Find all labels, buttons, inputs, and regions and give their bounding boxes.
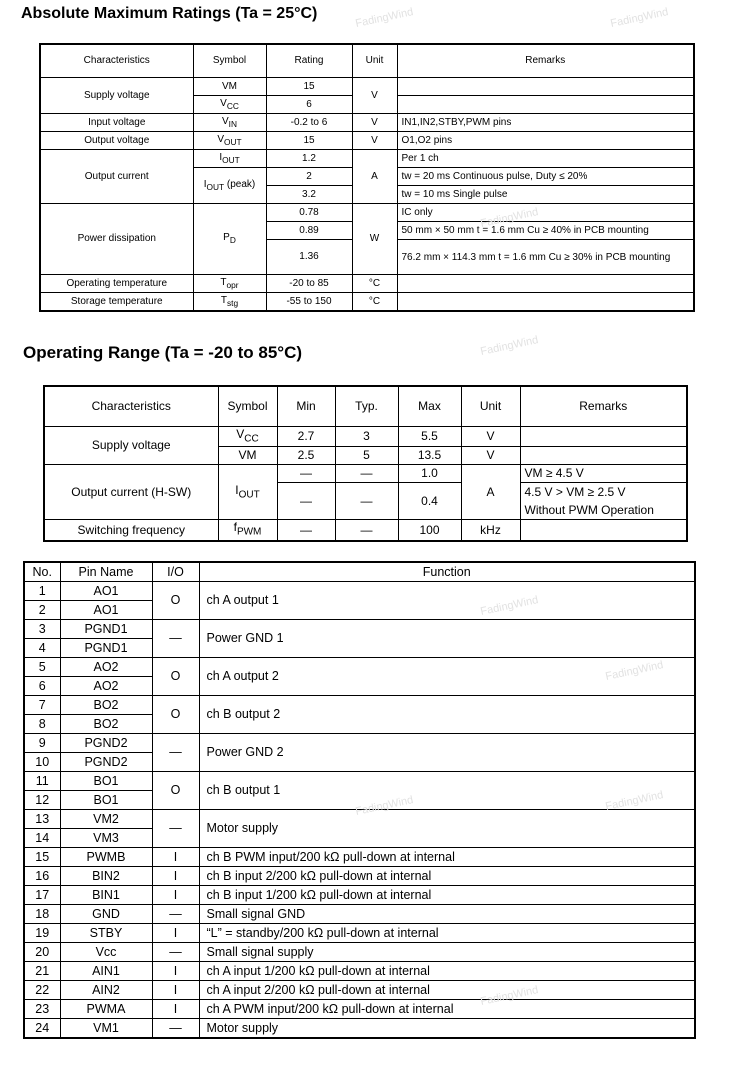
pin-function: ch A output 1 [199,582,695,620]
pin-io: O [152,582,199,620]
pin-io: I [152,981,199,1000]
table-row [40,275,694,293]
unit-cell: A [461,465,520,520]
pin-name: PWMA [60,1000,152,1019]
pin-io: I [152,886,199,905]
unit-cell: kHz [461,520,520,541]
max-cell: 1.0 [398,465,461,483]
watermark: FadingWind [354,794,415,818]
table-row [40,204,694,222]
table-row [24,886,695,905]
typ-cell: 5 [335,447,398,465]
unit-cell: °C [352,275,397,293]
rating-cell: 6 [266,96,352,114]
pin-no: 14 [24,829,60,848]
unit-cell: °C [352,293,397,312]
table-row [44,427,687,447]
symbol-cell: $P_D$ [193,204,266,275]
remark-cell [397,96,694,114]
symbol-cell: $V_{CC}$ [218,427,277,447]
pin-io: — [152,905,199,924]
table-row [40,78,694,96]
unit-cell: V [352,114,397,132]
unit-cell: V [352,132,397,150]
symbol-cell: $f_{PWM}$ [218,520,277,541]
remark-cell: Per 1 ch [397,150,694,168]
pin-no: 3 [24,620,60,639]
pin-name: Vcc [60,943,152,962]
remark-cell [520,427,687,447]
pin-function: ch A PWM input/200 kΩ pull-down at internal [199,1000,695,1019]
col-rating: Rating [266,44,352,78]
remark-cell [520,520,687,541]
unit-cell: W [352,204,397,275]
min-cell: 2.5 [277,447,335,465]
table-row [24,848,695,867]
rating-cell: 15 [266,132,352,150]
characteristic-label: Operating temperature [40,275,193,293]
pin-io: I [152,848,199,867]
remark-cell: O1,O2 pins [397,132,694,150]
pin-no: 11 [24,772,60,791]
unit-cell: V [461,447,520,465]
symbol-cell: $V_{IN}$ [193,114,266,132]
characteristic-label: Input voltage [40,114,193,132]
table-row [24,962,695,981]
pin-function: ch B input 2/200 kΩ pull-down at internal [199,867,695,886]
pin-function: ch B output 2 [199,696,695,734]
pin-io: O [152,658,199,696]
col-unit: Unit [461,386,520,427]
remark-cell [520,447,687,465]
pin-no: 10 [24,753,60,772]
min-cell: — [277,483,335,520]
symbol-cell: $V_{OUT}$ [193,132,266,150]
watermark: FadingWind [604,789,665,813]
unit-cell: A [352,150,397,204]
pin-io: I [152,924,199,943]
table-row [24,810,695,829]
rating-cell: 2 [266,168,352,186]
pin-name: STBY [60,924,152,943]
table-row [24,943,695,962]
table-row [24,582,695,601]
rating-cell: 0.89 [266,222,352,240]
pin-name: PGND2 [60,753,152,772]
pin-no: 18 [24,905,60,924]
symbol-cell: $T_{opr}$ [193,275,266,293]
max-cell: 5.5 [398,427,461,447]
pin-name: BO2 [60,715,152,734]
table-row [44,465,687,483]
operating-range-title: Operating Range (Ta = -20 to 85°C) [23,343,303,362]
table-row [24,734,695,753]
table-row [40,293,694,312]
table-row [24,905,695,924]
symbol-cell: $I_{OUT}$ [218,465,277,520]
table-row [44,520,687,541]
characteristic-label: Supply voltage [44,427,218,465]
symbol-cell: $V_{CC}$ [193,96,266,114]
table-header-row [40,44,694,78]
pin-function: Power GND 1 [199,620,695,658]
pin-function: ch A input 2/200 kΩ pull-down at internal [199,981,695,1000]
pin-function: Motor supply [199,810,695,848]
pin-function: ch B input 1/200 kΩ pull-down at internal [199,886,695,905]
pin-io: I [152,867,199,886]
table-row [40,132,694,150]
typ-cell: — [335,483,398,520]
pin-io: O [152,772,199,810]
col-max: Max [398,386,461,427]
pin-no: 16 [24,867,60,886]
rating-cell: 1.36 [266,240,352,275]
watermark: FadingWind [354,6,415,30]
characteristic-label: Output current [40,150,193,204]
pin-name: AO1 [60,601,152,620]
pin-no: 24 [24,1019,60,1039]
rating-cell: -20 to 85 [266,275,352,293]
table-row [24,1000,695,1019]
table-header-row [44,386,687,427]
pin-name: PWMB [60,848,152,867]
watermark: FadingWind [479,594,540,618]
pin-io: I [152,962,199,981]
pin-no: 15 [24,848,60,867]
remark-cell: tw = 10 ms Single pulse [397,186,694,204]
abs-ratings-title: Absolute Maximum Ratings (Ta = 25°C) [21,5,318,22]
pin-name: VM3 [60,829,152,848]
pin-name: AIN2 [60,981,152,1000]
pin-no: 6 [24,677,60,696]
pin-no: 20 [24,943,60,962]
table-row [24,772,695,791]
min-cell: — [277,520,335,541]
characteristic-label: Switching frequency [44,520,218,541]
typ-cell: 3 [335,427,398,447]
table-row [24,867,695,886]
watermark: FadingWind [479,334,540,358]
pin-no: 4 [24,639,60,658]
pin-name: BIN1 [60,886,152,905]
table-row [24,620,695,639]
pin-name: BIN2 [60,867,152,886]
pin-name: AO2 [60,677,152,696]
pin-function: ch A input 1/200 kΩ pull-down at internal [199,962,695,981]
symbol-cell: $T_{stg}$ [193,293,266,312]
table-row [24,658,695,677]
characteristic-label: Power dissipation [40,204,193,275]
pin-no: 17 [24,886,60,905]
symbol-cell: $I_{OUT}$ [193,150,266,168]
remark-cell [397,275,694,293]
watermark: FadingWind [609,6,670,30]
col-io: I/O [152,562,199,582]
characteristic-label: Output voltage [40,132,193,150]
col-remarks: Remarks [397,44,694,78]
table-row [24,1019,695,1039]
table-row [24,981,695,1000]
col-remarks: Remarks [520,386,687,427]
pin-name: AO1 [60,582,152,601]
pin-no: 2 [24,601,60,620]
pin-no: 8 [24,715,60,734]
pin-function: ch A output 2 [199,658,695,696]
remark-cell [397,293,694,312]
pin-no: 21 [24,962,60,981]
symbol-cell: VM [193,78,266,96]
pin-no: 7 [24,696,60,715]
table-row [40,114,694,132]
pin-io: O [152,696,199,734]
typ-cell: — [335,465,398,483]
pin-io: — [152,1019,199,1039]
pin-name: AIN1 [60,962,152,981]
col-unit: Unit [352,44,397,78]
watermark: FadingWind [604,659,665,683]
unit-cell: V [352,78,397,114]
pin-io: — [152,943,199,962]
col-pin-name: Pin Name [60,562,152,582]
rating-cell: 15 [266,78,352,96]
rating-cell: 1.2 [266,150,352,168]
pin-function: Motor supply [199,1019,695,1039]
pin-io: — [152,734,199,772]
pin-function: ch B output 1 [199,772,695,810]
max-cell: 13.5 [398,447,461,465]
rating-cell: 3.2 [266,186,352,204]
pin-function-table [23,561,696,1039]
min-cell: — [277,465,335,483]
col-symbol: Symbol [193,44,266,78]
pin-no: 9 [24,734,60,753]
pin-function: Power GND 2 [199,734,695,772]
abs-ratings-table [39,43,695,312]
pin-no: 1 [24,582,60,601]
pin-name: GND [60,905,152,924]
pin-function: “L” = standby/200 kΩ pull-down at internal [199,924,695,943]
pin-function: Small signal GND [199,905,695,924]
col-no: No. [24,562,60,582]
pin-io: I [152,1000,199,1019]
symbol-cell: VM [218,447,277,465]
characteristic-label: Output current (H-SW) [44,465,218,520]
col-characteristics: Characteristics [40,44,193,78]
symbol-cell: $I_{OUT}$ (peak) [193,168,266,204]
pin-name: BO1 [60,772,152,791]
table-row [24,924,695,943]
pin-name: PGND1 [60,639,152,658]
pin-name: PGND1 [60,620,152,639]
pin-no: 13 [24,810,60,829]
pin-name: BO1 [60,791,152,810]
pin-no: 22 [24,981,60,1000]
typ-cell: — [335,520,398,541]
table-header-row [24,562,695,582]
col-characteristics: Characteristics [44,386,218,427]
pin-io: — [152,620,199,658]
pin-io: — [152,810,199,848]
remark-cell: 50 mm × 50 mm t = 1.6 mm Cu ≥ 40% in PCB mounting [397,222,694,240]
remark-cell: 4.5 V > VM ≥ 2.5 V Without PWM Operation [520,483,687,520]
pin-name: AO2 [60,658,152,677]
pin-no: 12 [24,791,60,810]
pin-no: 23 [24,1000,60,1019]
characteristic-label: Storage temperature [40,293,193,312]
pin-name: PGND2 [60,734,152,753]
unit-cell: V [461,427,520,447]
col-function: Function [199,562,695,582]
pin-name: BO2 [60,696,152,715]
watermark: FadingWind [479,206,540,230]
pin-name: VM2 [60,810,152,829]
operating-range-table [43,385,688,542]
remark-cell: tw = 20 ms Continuous pulse, Duty ≤ 20% [397,168,694,186]
max-cell: 100 [398,520,461,541]
rating-cell: -55 to 150 [266,293,352,312]
watermark: FadingWind [479,984,540,1008]
min-cell: 2.7 [277,427,335,447]
pin-no: 5 [24,658,60,677]
remark-cell: IN1,IN2,STBY,PWM pins [397,114,694,132]
pin-function: Small signal supply [199,943,695,962]
max-cell: 0.4 [398,483,461,520]
rating-cell: 0.78 [266,204,352,222]
table-row [24,696,695,715]
col-min: Min [277,386,335,427]
remark-cell: 76.2 mm × 114.3 mm t = 1.6 mm Cu ≥ 30% in PCB mounting [397,240,694,275]
pin-function: ch B PWM input/200 kΩ pull-down at internal [199,848,695,867]
characteristic-label: Supply voltage [40,78,193,114]
col-symbol: Symbol [218,386,277,427]
table-row [40,150,694,168]
remark-cell [397,78,694,96]
pin-name: VM1 [60,1019,152,1039]
pin-no: 19 [24,924,60,943]
remark-cell: IC only [397,204,694,222]
rating-cell: -0.2 to 6 [266,114,352,132]
remark-cell: VM ≥ 4.5 V [520,465,687,483]
col-typ: Typ. [335,386,398,427]
